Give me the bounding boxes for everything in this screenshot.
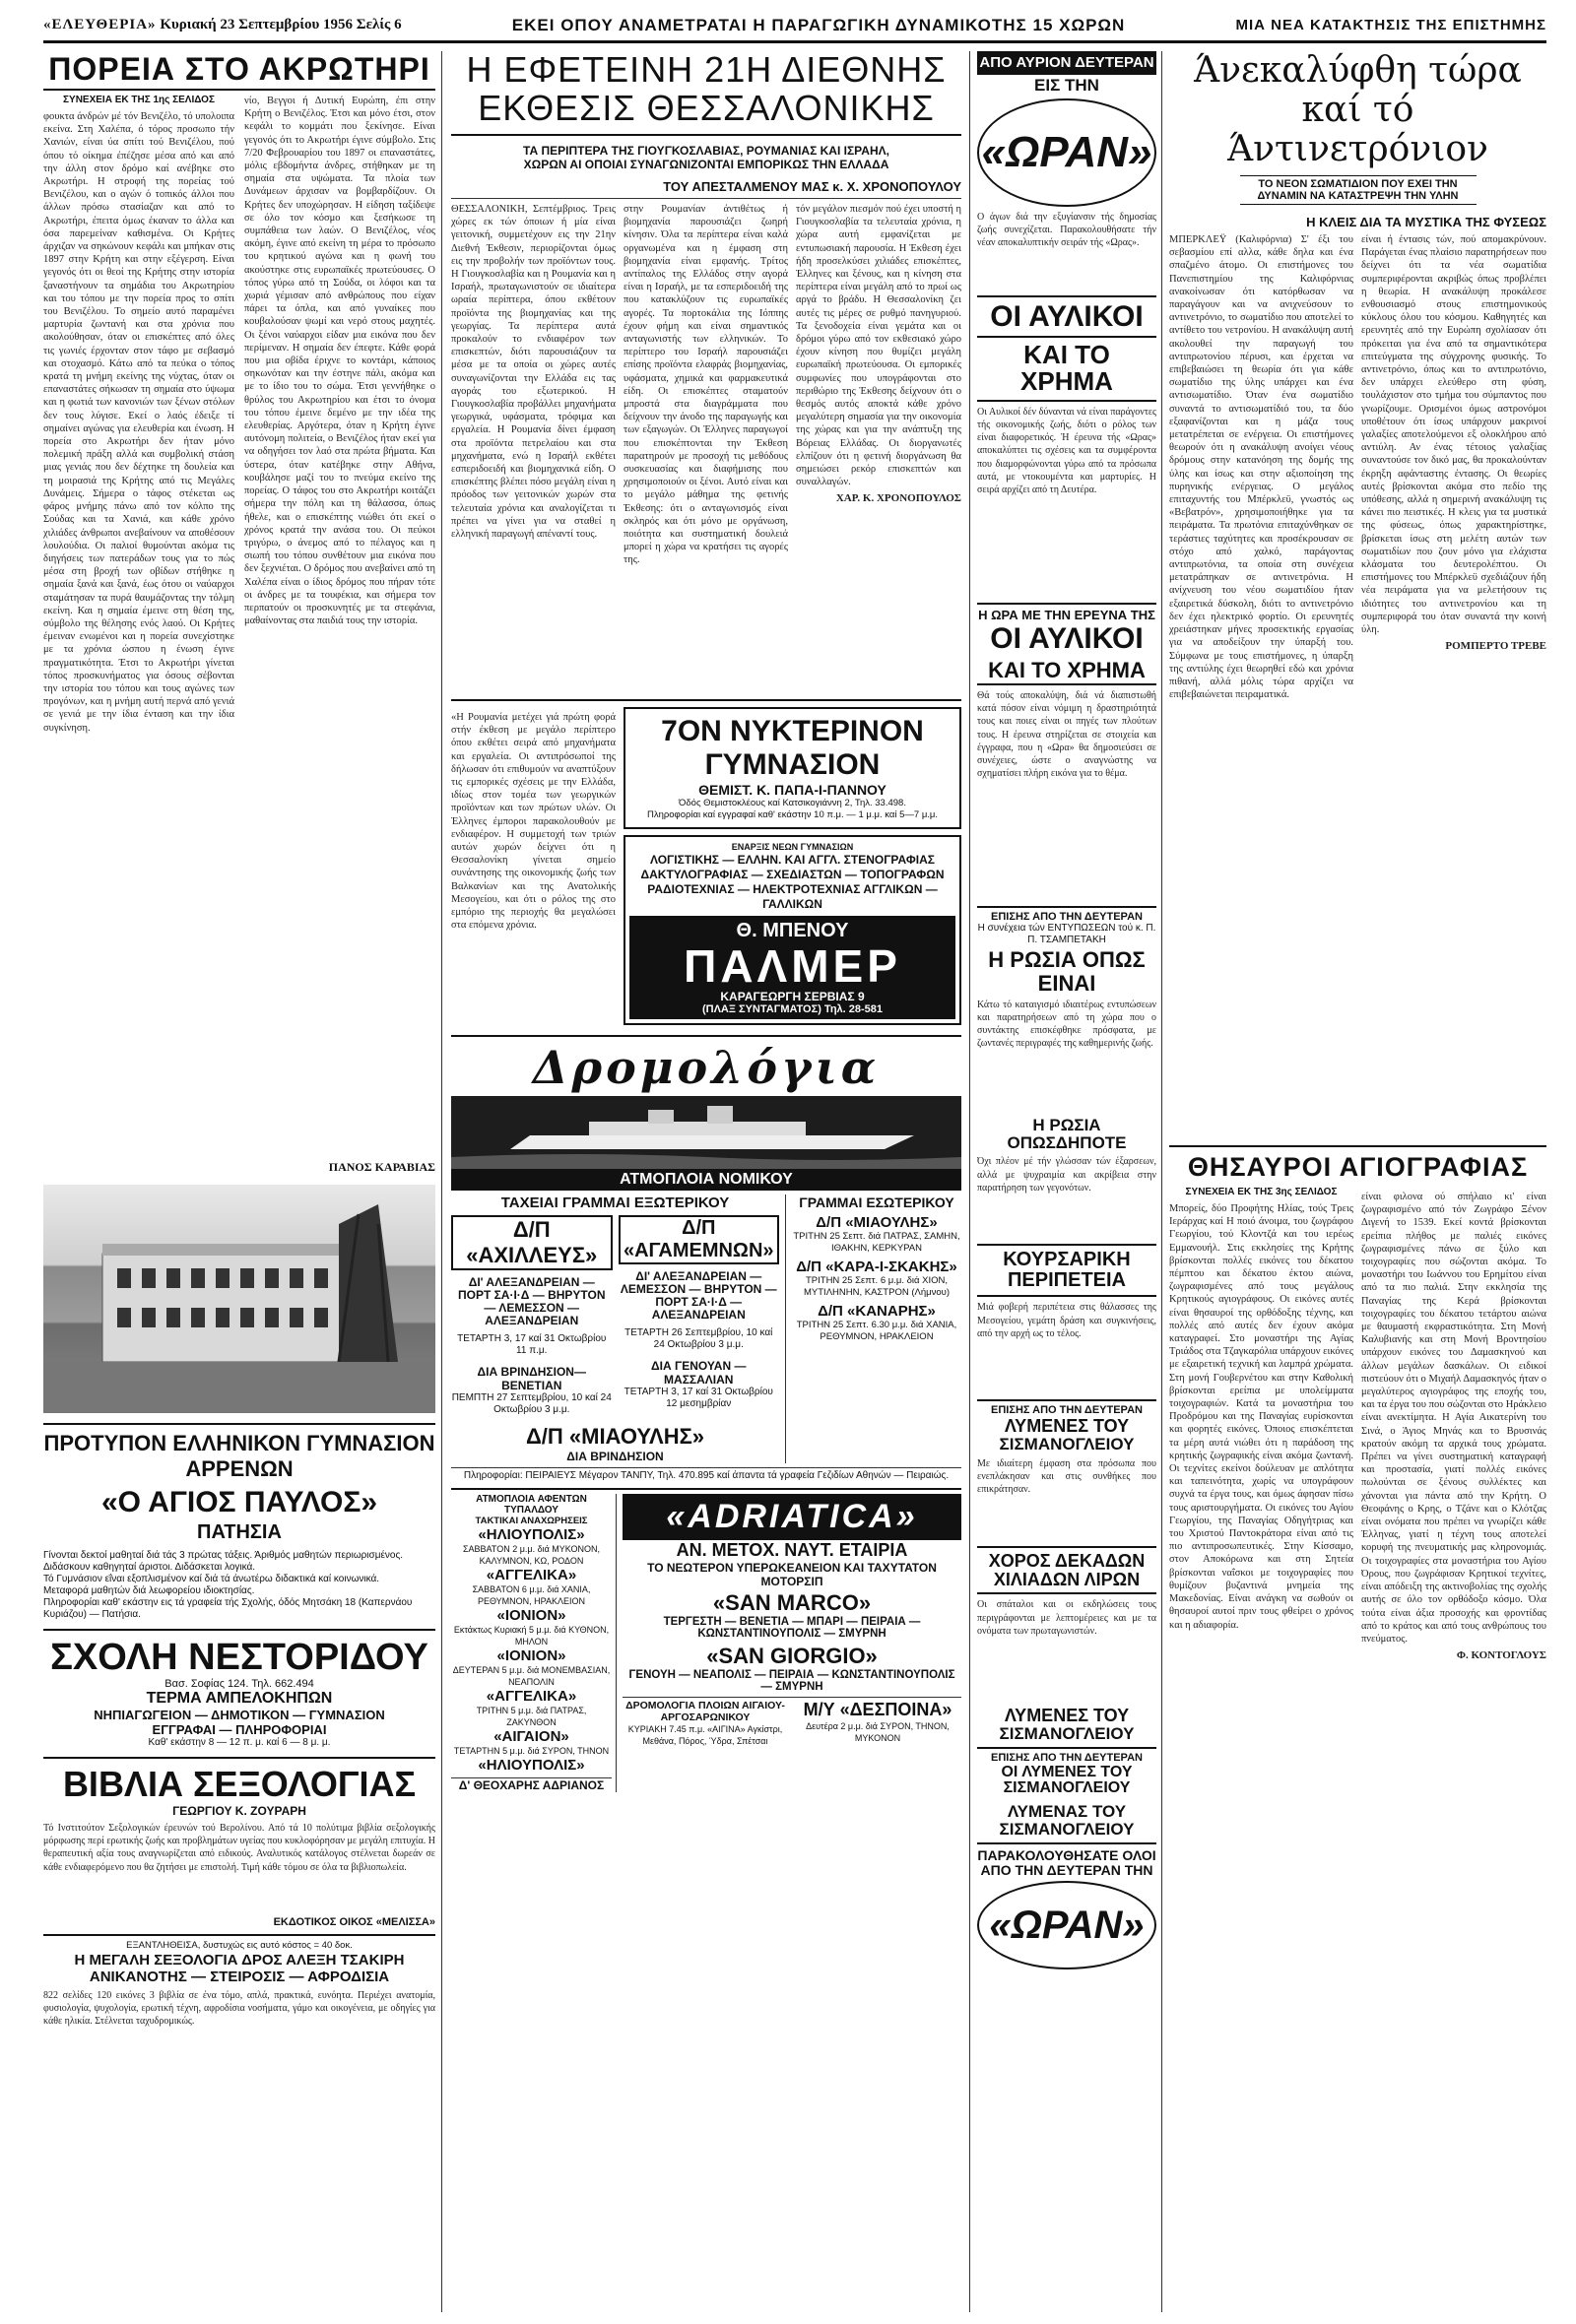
oran-title: «ΩΡΑΝ»: [981, 127, 1152, 176]
promo-head-a: ΑΠΟ ΑΥΡΙΟΝ ΔΕΥΤΕΡΑΝ: [977, 51, 1156, 75]
school-bullet: Τό Γυμνάσιον εΐναι εξοπλισμένον καί διά τά άνωτέρω διδακτικά καί κοινωνικά.: [43, 1574, 380, 1584]
ship-san-giorgio: «SAN GIORGIO»: [706, 1644, 878, 1668]
fair-article: [451, 199, 961, 695]
article-body-continued: νίο, Βεγγοι ή Δυτική Ευρώπη, έπι στην Κρήτη ο Βενιζέλος. Έτσι και μόνο έτσι, στον κεφάλι το κομμάτι που ξεκίνησε. Είναι γεγονός ότι το Ακρωτήρι έγινε σύμβολο. Στις 7/20 Φεβρουαρίου του 1897 οι επαναστάτες, μόλις εβδομήντα άνδρες, στήθηκαν με τη σημαία στα υψώματα. Τα πλοία των Δυνάμεων άρχισαν να βομβαρδίζουν. Οι Κρήτες δεν υποχώρησαν. Η είδηση ταξίδεψε σε όλο τον κόσμο και ξεσήκωσε τη συμπάθεια των λαών. Ο Βενιζέλος, νέος ακόμη, έγινε από εκείνη τη μέρα το πρόσωπο του κρητικού αγώνα και η φωνή του ακούστηκε στις ευρωπαϊκές πρωτεύουσες. Ο τόπος γύρω από τη Σούδα, οι λόφοι και τα χωριά γέμισαν από ανθρώπους που είχαν πάρει τα όπλα, και από γυναίκες που κουβαλούσαν ψωμί και νερό στους μαχητές. Οι ξένοι ναύαρχοι είδαν μια εικόνα που δεν περίμεναν. Η σημαία δεν έπεφτε. Κάθε φορά που μια οβίδα έριχνε το κοντάρι, κάποιος σηκωνόταν και την έστηνε πάλι, ακόμα και με το ίδιο του το σώμα. Έτσι γεννήθηκε ο θρύλος του Ακρωτηρίου και έτσι το όνομα του τόπου έμεινε δεμένο με την ιδέα της ελευθερίας. Αργότερα, όταν η Κρήτη έγινε αυτόνομη πολιτεία, ο Βενιζέλος ήταν εκεί για να οδηγήσει τον λαό στα πρώτα βήματα. Και ύστερα, όταν κατέβηκε στην Αθήνα, κουβάλησε μαζί του το πνεύμα εκείνο της πορείας. Ο τάφος του στο Ακρωτήρι κοιτάζει σήμερα την πόλη και τη θάλασσα, όπως ήθελε, και ο επισκέπτης νιώθει ότι εκεί ο χρόνος κρατά την ανάσα του. Οι πεύκοι τριγύρω, ο άνεμος από το πέλαγος και η σιωπή του τόπου συνθέτουν μια εικόνα που δεν ξεχνιέται. Ο δρόμος που ανεβαίνει από τη Χαλέπα είναι ο ίδιος δρόμος που πήραν τότε οι άνδρες με τα τουφέκια, και σήμερα τον περπατούν οι προσκυνητές με τα στεφάνια, μαθαίνοντας στα παιδιά τους την ιστορία.: [244, 96, 435, 627]
article-col-a: [43, 95, 234, 1175]
fair-body-3: τόν μεγάλον πιεσμόν πού έχει υποστή η Γιουγκοσλαβία τα τελευταία χρόνια, η χώρα αυτή εμφανίζεται με εντυπωσιακή παρουσία. Η Έκθεση έχει ήδη προσελκύσει χιλιάδες επισκέπτες, Έλληνες και ξένους, και η κίνηση στα περίπτερα είναι μεγάλη από το πρωί ως αργά το βράδυ. Η Θεσσαλονίκη ζει αυτές τις μέρες σε ρυθμό πανηγυριού. Τα ξενοδοχεία είναι γεμάτα και οι δρόμοι γύρω από τον εκθεσιακό χώρο έχουν κίνηση που θυμίζει μεγάλη ευρωπαϊκή πρωτεύουσα. Οι εμπορικές συμφωνίες που υπογράφονται στο περιθώριο της Έκθεσης δείχνουν ότι ο θεσμός αυτός αποκτά κάθε χρόνο μεγαλύτερη σημασία για την οικονομία της χώρας και για την ανάπτυξη της Βόρειας Ελλάδας. Οι διοργανωτές ελπίζουν ότι η φετινή διοργάνωση θα σημειώσει ρεκόρ επισκεπτών και συναλλαγών. ΧΑΡ. Κ. ΧΡΟΝΟΠΟΥΛΟΣ: [796, 204, 961, 505]
fair-body-1: ΘΕΣΣΑΛΟΝΙΚΗ, Σεπτέμβριος. Τρεις χώρες εκ τών όποιων ή μία είναι γειτονική, συμμετέχουν εις την 21ην Διεθνή Έκθεσιν, περιορίζονται όμως εις την προβολήν των προϊόντων τους. Η Γιουγκοσλαβία και η Ρουμανία και η Ισραήλ, πρωταγωνιστούν σε ιδιαίτερα ωραία περίπτερα, όπου εκθέτουν προϊόντα της βιομηχανίας και της γεωργίας. Τα περίπτερα αυτά προκαλούν το ενδιαφέρον των επισκεπτών, διότι παρουσιάζουν τα μέσα με τα οποία οι χώρες αυτές συναγωνίζονται την Ελλάδα εις τας αγοράς του εξωτερικού. Η Γιουγκοσλαβία προβάλλει μηχανήματα γεωργικά, υφάσματα, τρόφιμα και εργαλεία. Η Ρουμανία δίνει έμφαση στα προϊόντα πετρελαίου και στα μηχανήματα, ενώ η Ισραήλ εκθέτει εσπεριδοειδή και βιομηχανικά είδη. Ο επισκέπτης βλέπει πόσο μεγάλη είναι η πρόοδος των γειτονικών χωρών στα τελευταία χρόνια και αναλογίζεται τι πρέπει να γίνει για να σταθεί η ελληνική παραγωγή απέναντί τους.: [451, 204, 616, 541]
lymenes-head-4: ΛΥΜΕΝΑΣ ΤΟΥ: [1007, 1802, 1127, 1822]
sexology-ad: [43, 1934, 435, 2048]
peripeteia-head: ΠΕΡΙΠΕΤΕΙΑ: [977, 1270, 1156, 1297]
sexology-body: 822 σελίδες 120 εικόνες 3 βιβλία σε ένα τόμο, απλά, πρακτικά, ευνόητα. Περιέχει ανατομία, φυσιολογία, ψυχολογία, ερωτική τέχνη, αφροδίσια νοσήματα, γάμο και οικογένεια, με οδηγίες για κάθε ηλικία. Στέλνεται ταχυδρομικώς.: [43, 1990, 435, 2028]
byline-treve: ΡΟΜΠΕΡΤΟ ΤΡΕΒΕ: [1445, 640, 1546, 653]
hagiography-continued: ΣΥΝΕΧΕΙΑ ΕΚ ΤΗΣ 3ης ΣΕΛΙΔΟΣ: [1185, 1187, 1338, 1197]
subhead-fair-b: ΧΩΡΩΝ ΑΙ ΟΠΟΙΑΙ ΣΥΝΑΓΩΝΙΖΟΝΤΑΙ ΕΜΠΟΡΙΚΩΣ ΤΗΝ ΕΛΛΑΔΑ: [523, 158, 889, 171]
night-school-ad: [624, 707, 961, 829]
hagiography-col-a: [1169, 1187, 1353, 2312]
hagiography-body-2: είναι φιλονα ού σπήλαιο κι' είναι ζωγραφισμένο από τόν Ζωγράφο Ξένον Διγενή το 1539. Εκεί κοντά βρίσκονται ερείπια πλήθος με παλιές εικόνες ζωγραφισμένες πάνω σε ξύλο και τοιχογραφίες που σώζονται ακόμα. Το μοναστήρι του Ιωάννου του Ερημίτου είναι από τα πιο παλιά. Στην εκκλησία της Παναγίας της Κερά βρίσκονται τοιχογραφίες του δέκατου τετάρτου αιώνα με θαυμαστή εκφραστικότητα. Στη Μονή Καλυβιανής και στη Μονή Βροντησίου υπάρχουν εικόνες του Δαμασκηνού και άλλων μεγάλων δασκάλων. Οι ειδικοί πιστεύουν ότι ο Μιχαήλ Δαμασκηνός ήταν ο μεγαλύτερος αγιογράφος της εποχής του, και τα έργα του που σώζονται στο Ηράκλειο είναι ανεκτίμητα. Η Αγία Αικατερίνη του Σινά, ο Άγιος Μηνάς και το Βρυσινάς κρατούν ακόμη τα αρχικά τους χρώματα. Πρέπει να γίνει συστηματική καταγραφή και προστασία, γιατί πολλές εικόνες πωλούνται σε ξένους συλλέκτες και χάνονται για πάντα από την Κρήτη. Ο Θεοφάνης ο Κρης, ο Τζάνε και ο Κλότζας είναι ονόματα που πρέπει να γνωρίζει κάθε Έλληνας, γιατί η τέχνη τους αποτελεί κορυφή της πνευματικής μας κληρονομιάς. Οι τοιχογραφίες στα μοναστήρια του Αγίου Όρους, που ζωγράφισαν Κρητικοί τεχνίτες, είναι απόδειξη της ακτινοβολίας της σχολής αυτής σε όλο τον ορθόδοξο κόσμο. Όλα τούτα είναι άξια προσοχής και φροντίδας από το κράτος και από τους ανθρώπους του πνεύματος. Φ. ΚΟΝΤΟΓΛΟΥΣ: [1361, 1192, 1546, 1662]
adriatica-ad: [623, 1494, 961, 1792]
aulikoi-head-2: ΟΙ ΑΥΛΙΚΟΙ: [990, 622, 1144, 656]
subhead-fair-a: ΤΑ ΠΕΡΙΠΤΕΡΑ ΤΗΣ ΓΙΟΥΓΚΟΣΛΑΒΙΑΣ, ΡΟΥΜΑΝΙΑΣ ΚΑΙ ΙΣΡΑΗΛ,: [523, 144, 889, 158]
promo-text-7: Με ιδιαίτερη έμφαση στα πρόσωπα που ενεπλάκησαν και στις συνθήκες που επικράτησαν.: [977, 1457, 1156, 1496]
school-bullets: [43, 1550, 435, 1621]
ship-icon: [451, 1096, 961, 1169]
continued-label: ΣΥΝΕΧΕΙΑ ΕΚ ΤΗΣ 1ης ΣΕΛΙΔΟΣ: [63, 95, 215, 105]
column-right: [1169, 51, 1546, 2312]
signature-chronopoulos: ΧΑΡ. Κ. ΧΡΟΝΟΠΟΥΛΟΣ: [835, 492, 961, 505]
right-kicker: ΜΙΑ ΝΕΑ ΚΑΤΑΚΤΗΣΙΣ ΤΗΣ ΕΠΙΣΤΗΜΗΣ: [1235, 17, 1546, 33]
russia-head-2: Η ΡΩΣΙΑ ΟΠΩΣΔΗΠΟΤΕ: [1007, 1115, 1127, 1152]
ship-miaoulis: Δ/Π «ΜΙΑΟΥΛΗΣ»: [816, 1214, 938, 1231]
night-school-info: Πληροφορίαι καί εγγραφαί καθ' εκάστην 10 π.μ. — 1 μ.μ. καί 5—7 μ.μ.: [646, 809, 939, 820]
night-school-and-palmer: [624, 707, 961, 1025]
typaldos-sub: ΤΑΚΤΙΚΑΙ ΑΝΑΧΩΡΗΣΕΙΣ: [475, 1516, 588, 1526]
promo-text-8: Οι σπάταλοι και οι εκδηλώσεις τους περιγράφονται με λεπτομέρειες και με τα ονόματα των πρωταγωνιστών.: [977, 1599, 1156, 1637]
island-lines: [623, 1697, 961, 1747]
lines-row: [451, 1488, 961, 1792]
night-school-addr: Όδός Θεμιστοκλέους καί Κατσικογιάννη 2, Τηλ. 33.498.: [679, 798, 906, 808]
xoros-head: ΧΟΡΟΣ ΔΕΚΑΔΩΝ: [977, 1546, 1156, 1571]
masthead-dateline: [43, 17, 402, 33]
antineutron-kicker: Η ΚΛΕΙΣ ΔΙΑ ΤΑ ΜΥΣΤΙΚΑ ΤΗΣ ΦΥΣΕΩΣ: [1306, 215, 1546, 229]
paper-name: «ΕΛΕΥΘΕΡΙΑ»: [43, 17, 157, 32]
adriatica-company: ΑΝ. ΜΕΤΟΧ. ΝΑΥΤ. ΕΤΑΙΡΙΑ: [676, 1540, 908, 1560]
promo-text-4: Κάτω τό καταιγισμό ιδιαιτέρως εντυπώσεων και παρατηρήσεων από τη χώρα που ο συντάκτης επισκέφθηκε πρόσφατα, με ζωντανές περιγραφές της καθημερινής ζωής.: [977, 999, 1156, 1050]
koursariki-head: ΚΟΥΡΣΑΡΙΚΗ: [977, 1244, 1156, 1270]
schedules-grid: [451, 1194, 961, 1463]
ship-achilleus-block: Δ/Π «ΑΧΙΛΛΕΥΣ» ΔΙ' ΑΛΕΞΑΝΔΡΕΙΑΝ — ΠΟΡΤ ΣΑ·Ι·Δ — ΒΗΡΥΤΟΝ — ΛΕΜΕΣΣΟΝ — ΑΛΕΞΑΝΔΡΕΙΑΝ ΤΕΤΑΡΤΗ 3, 17 καί 31 Οκτωβρίου 11 π.μ. ΔΙΑ ΒΡΙΝΔΗΣΙΟΝ—ΒΕΝΕΤΙΑΝ ΠΕΜΠΤΗ 27 Σεπτεμβρίου, 10 καί 24 Οκτωβρίου 3 μ.μ.: [451, 1217, 612, 1415]
palmer-ad: [624, 835, 961, 1025]
schedules-section: [451, 1035, 961, 1482]
books-author: ΓΕΩΡΓΙΟΥ Κ. ΖΟΥΡΑΡΗ: [172, 1804, 306, 1818]
hagiography-headline: ΘΗΣΑΥΡΟΙ ΑΓΙΟΓΡΑΦΙΑΣ: [1187, 1152, 1529, 1182]
ship-miaoulis-2: Δ/Π «ΜΙΑΟΥΛΗΣ»: [525, 1424, 705, 1449]
sismanogleiou-head-4: ΣΙΣΜΑΝΟΓΛΕΙΟΥ: [999, 1820, 1135, 1840]
ship-ionion: «ΙΟΝΙΟΝ»: [496, 1607, 566, 1624]
schedules-banner: Δρομολόγια: [532, 1041, 881, 1094]
brindisi-line: ΔΙΑ ΒΡΙΝΔΗΣΙΟΝ: [566, 1450, 664, 1463]
headline-fair-a: Η ΕΦΕΤΕΙΝΗ 21Η ΔΙΕΘΝΗΣ: [466, 51, 947, 90]
island-lines-col: ΔΡΟΜΟΛΟΓΙΑ ΠΛΟΙΩΝ ΑΙΓΑΙΟΥ-ΑΡΓΟΣΑΡΩΝΙΚΟΥ ΚΥΡΙΑΚΗ 7.45 π.μ. «ΑΙΓΙΝΑ» Αγκίστρι, Μεθάνα, Πόρος, Ύδρα, Σπέτσαι: [623, 1700, 788, 1747]
promo-text-5: Όχι πλέον μέ τήν γλώσσαν τών έξαρσεων, αλλά με ψυχραιμία και ακρίβεια στην παρατήρηση των γεγονότων.: [977, 1156, 1156, 1194]
hagiography-body-1: Μπορείς, δύο Προφήτης Ηλίας, τούς Τρεις Ιεράρχας καί Η ποιό άνοιμα, του ζωγράφου Γεωργίου, τού Κλοντζά και του ιερέως Εμμανουήλ. Στις εκκλησίες της Κρήτης βρίσκονται πολλές εικόνες του δέκατου πέμπτου και δέκατου έκτου αιώνα, ζωγραφισμένες από τους μεγάλους Κρητικούς αγιογράφους. Οι εικόνες αυτές είναι θησαυροί της ορθόδοξης τέχνης, και πολλές από αυτές δεν έχουν ακόμα καταγραφεί. Στο μοναστήρι της Αγίας Τριάδος στα Τζαγκαρόλια υπάρχουν εικόνες με εξαιρετική τεχνική και λαμπρά χρώματα. Στη μονή Γουβερνέτου και στην Καθολική βρίσκονται ερείπια με υπολείμματα τοιχογραφιών. Κατά τα μοναστήρια του Προδρόμου και της Παναγίας ευρίσκονται και φορητές εικόνες. Όποιος επισκέπτεται τα μέρη αυτά νιώθει ότι η παράδοση της κρητικής ζωγραφικής είναι ακόμα ζωντανή. Οι τεχνίτες εκείνοι δούλευαν με απλότητα και ταπεινότητα, χωρίς να υπογράφουν συχνά τα έργα τους, και όμως άφησαν πίσω τους αριστουργήματα. Οι εικόνες του Αγίου Γεωργίου, της Παναγίας Οδηγήτριας και του Χριστού Παντοκράτορα είναι από τις πιο αντιπροσωπευτικές. Στην Κίσσαμο, στον Αποκόρωνα και στη Σητεία βρίσκονται ναΐσκοι με τοιχογραφίες που θυμίζουν βυζαντινά μνημεία της Μακεδονίας. Είναι ανάγκη να σωθούν οι θησαυροί αυτοί πριν τους φθείρει ο χρόνος και η αδιαφορία.: [1169, 1203, 1353, 1631]
school-bullet: Γίνονται δεκτοί μαθηταί διά τάς 3 πρώτας τάξεις. Άριθμός μαθητών περιωρισμένος.: [43, 1550, 404, 1561]
night-school-sub: ΘΕΜΙΣΤ. Κ. ΠΑΠΑ-Ι-ΠΑΝΝΟΥ: [698, 782, 886, 798]
sexology-title-b: ΑΝΙΚΑΝΟΤΗΣ — ΣΤΕΙΡΟΣΙΣ — ΑΦΡΟΔΙΣΙΑ: [89, 1969, 390, 1985]
school-building-photo: [43, 1185, 435, 1413]
ship-aigaion: «ΑΙΓΑΙΟΝ»: [493, 1728, 569, 1745]
ship-san-marco: «SAN MARCO»: [712, 1590, 872, 1615]
ship-illustration: [451, 1096, 961, 1169]
hagiography-section: [1169, 1145, 1546, 2312]
palmer-addr: ΚΑΡΑΓΕΩΡΓΗ ΣΕΡΒΙΑΣ 9: [720, 990, 865, 1003]
follow-head: ΠΑΡΑΚΟΛΟΥΘΗΣΑΤΕ ΟΛΟΙ ΑΠΟ ΤΗΝ ΔΕΥΤΕΡΑΝ ΤΗΝ: [977, 1842, 1156, 1877]
nestoridou-levels: ΝΗΠΙΑΓΩΓΕΙΟΝ — ΔΗΜΟΤΙΚΟΝ — ΓΥΜΝΑΣΙΟΝ: [94, 1708, 385, 1722]
nestoridou-title: ΣΧΟΛΗ ΝΕΣΤΟΡΙΔΟΥ: [50, 1637, 428, 1678]
column-center: [451, 51, 961, 2312]
lymenes-head-3: ΟΙ ΛΥΜΕΝΕΣ ΤΟΥ ΣΙΣΜΑΝΟΓΛΕΙΟΥ: [1001, 1763, 1133, 1797]
xrima-head-2: ΚΑΙ ΤΟ ΧΡΗΜΑ: [977, 657, 1156, 685]
ship-achilleus: Δ/Π «ΑΧΙΛΛΕΥΣ»: [451, 1215, 613, 1270]
hagiography-article: [1169, 1187, 1546, 2312]
school-agios-pavlos-ad: [43, 1423, 435, 1621]
books-body: Τό Ινστιτούτον Σεξολογικών έρευνών τού Βερολίνου. Από τά 10 πολύτιμα βιβλία σεξολογικής μόρφωσης περί ερωτικής ζωής και προβλημάτων υγείας που κυκλοφόρησαν με μεγάλη επιτυχία. Η θεραπευτική αξία τους αναγνωρίζεται από ειδικούς. Αναλυτικός κατάλογος στέλνεται δωρεάν σε κάθε ενδιαφερόμενο που θα ζητήσει με επιστολή. Τιμή κάθε τόμου σε όλα τα βιβλιοπωλεία.: [43, 1823, 435, 1873]
ship-angelika-2: «ΑΓΓΕΛΙΚΑ»: [486, 1688, 577, 1705]
school-bullet: Διδάσκουν καθηγηταί άριστοι. Διδάσκεται λογικά.: [43, 1562, 256, 1573]
typaldos-title: ΑΤΜΟΠΛΟΙΑ ΑΦΕΝΤΩΝ ΤΥΠΑΛΔΟΥ: [476, 1494, 587, 1516]
column-rule: [441, 51, 442, 2312]
island-lines-title: ΔΡΟΜΟΛΟΓΙΑ ΠΛΟΙΩΝ ΑΙΓΑΙΟΥ-ΑΡΓΟΣΑΡΩΝΙΚΟΥ: [625, 1700, 785, 1723]
nestoridou-stop: ΤΕΡΜΑ ΑΜΠΕΛΟΚΗΠΩΝ: [146, 1690, 333, 1707]
byline-karavias: ΠΑΝΟΣ ΚΑΡΑΒΙΑΣ: [328, 1160, 435, 1174]
foreign-lines: [451, 1194, 786, 1463]
ship-angelika: «ΑΓΓΕΛΙΚΑ»: [486, 1567, 577, 1583]
ship-agamemnon: Δ/Π «ΑΓΑΜΕΜΝΩΝ»: [619, 1215, 780, 1264]
oran-title-2: «ΩΡΑΝ»: [989, 1904, 1145, 1948]
route-san-giorgio: ΓΕΝΟΥΗ — ΝΕΑΠΟΛΙΣ — ΠΕΙΡΑΙΑ — ΚΩΝΣΤΑΝΤΙΝΟΥΠΟΛΙΣ — ΣΜΥΡΝΗ: [628, 1669, 955, 1693]
schedules-line: ΑΤΜΟΠΛΟΙΑ ΝΟΜΙΚΟΥ: [451, 1169, 961, 1191]
ship-ilioupolis-2: «ΗΛΙΟΥΠΟΛΙΣ»: [478, 1757, 585, 1774]
lymenes-head-2: ΛΥΜΕΝΕΣ ΤΟΥ: [1004, 1706, 1130, 1726]
promo-text-6: Μιά φοβερή περιπέτεια στις θάλασσες της Μεσογείου, γεμάτη δράση και συγκινήσεις, από την αρχή ως το τέλος.: [977, 1302, 1156, 1339]
monday-kicker-2: ΕΠΙΣΗΣ ΑΠΟ ΤΗΝ ΔΕΥΤΕΡΑΝ: [977, 1399, 1156, 1417]
column-promo: [977, 51, 1156, 2312]
fair-body-4: «Η Ρουμανία μετέχει γιά πρώτη φορά στήν έκθεση με μεγάλο περίπτερο όπου εκθέτει σειρά από μηχανήματα και εργαλεία. Οι αντιπρόσωποί της δήλωσαν ότι επιθυμούν να αναπτύξουν τις εμπορικές σχέσεις με την Ελλάδα, ιδίως στον τομέα των γεωργικών προϊόντων και των πρώτων υλών. Οι Έλληνες έμποροι παρακολουθούν με ενδιαφέρον. Η συμμετοχή των τριών αυτών χωρών δείχνει ότι η Θεσσαλονίκη γίνεται σημείο συνάντησης της οικονομικής ζωής των Βαλκανίων και της Ανατολικής Μεσογείου, και ότι ο ρόλος της στο εμπόριο της περιοχής θα μεγαλώσει στα επόμενα χρόνια.: [451, 712, 616, 932]
foreign-ships: [451, 1215, 779, 1416]
masthead: [43, 14, 1546, 43]
sexology-kicker: ΕΞΑΝΤΛΗΘΕΙΣΑ, δυστυχώς εις αυτό κόστος = 40 δοκ.: [126, 1940, 353, 1951]
palmer-owner: Θ. ΜΠΕΝΟΥ: [736, 920, 849, 941]
antineutron-body-2: είναι ή έντασις τών, πού απομακρύνουν. Παράγεται ένας πλαίσιο παρατηρήσεων που δείχνει ότι τα νέα σωματίδια συμπεριφέρονται ακριβώς όπως προβλέπει η θεωρία. Η ανακάλυψη προκάλεσε ενθουσιασμό στους επιστημονικούς κύκλους όλου του κόσμου. Καθηγητές και ερευνητές από την Ευρώπη σχολίασαν ότι πρόκειται για ένα από τα σημαντικότερα επιτεύγματα της σύγχρονης φυσικής. Το αντινετρόνιο, όπως και το αντιπρωτόνιο, δεν υπάρχει ελεύθερο στη φύση, τουλάχιστον στο τμήμα του σύμπαντος που γνωρίζουμε. Ορισμένοι όμως αστρονόμοι υποθέτουν ότι ίσως υπάρχουν μακρινοί γαλαξίες αποτελούμενοι εξ ολοκλήρου από αντιύλη. Αν ένας τέτοιος γαλαξίας συναντούσε τον δικό μας, θα προκαλούνταν έκρηξη αφάνταστης έντασης. Οι θεωρίες αυτές βρίσκονται ακόμα στο πεδίο της υπόθεσης, αλλά η σημερινή ανακάλυψη τις κάνει πιο πειστικές. Η κλεις για τα μυστικά της φύσεως, όπως χαρακτηρίστηκε, βρίσκεται ίσως στη μελέτη αυτών των σωματιδίων που ζουν μόνο για ελάχιστα κλάσματα του δευτερολέπτου. Οι επιστήμονες του Μπέρκλεϋ σχεδιάζουν ήδη νέα πειράματα για να μελετήσουν τις ιδιότητες του αντινετρονίου και τη συμπεριφορά του όταν συναντά την κοινή ύλη. ΡΟΜΠΕΡΤΟ ΤΡΕΒΕ: [1361, 234, 1546, 653]
aulikoi-head: ΟΙ ΑΥΛΙΚΟΙ: [977, 295, 1156, 339]
headline-akrotiri: ΠΟΡΕΙΑ ΣΤΟ ΑΚΡΩΤΗΡΙ: [43, 51, 435, 91]
monday-kicker-3: ΕΠΙΣΗΣ ΑΠΟ ΤΗΝ ΔΕΥΤΕΡΑΝ: [977, 1747, 1156, 1765]
ship-agamemnon-block: Δ/Π «ΑΓΑΜΕΜΝΩΝ» ΔΙ' ΑΛΕΞΑΝΔΡΕΙΑΝ — ΛΕΜΕΣΣΟΝ — ΒΗΡΥΤΟΝ — ΠΟΡΤ ΣΑ·Ι·Δ — ΑΛΕΞΑΝΔΡΕΙΑΝ ΤΕΤΑΡΤΗ 26 Σεπτεμβρίου, 10 καί 24 Οκτωβρίου 3 μ.μ. ΔΙΑ ΓΕΝΟΥΑΝ — ΜΑΣΣΑΛΙΑΝ ΤΕΤΑΡΤΗ 3, 17 καί 31 Οκτωβρίου 12 μεσημβρίαν: [619, 1215, 780, 1416]
article-col-b: [244, 95, 435, 1175]
russia-head: Η ΡΩΣΙΑ ΟΠΩΣ ΕΙΝΑΙ: [988, 947, 1146, 996]
books-ad: [43, 1757, 435, 1928]
palmer-name: ΠΑΛΜΕΡ: [684, 940, 901, 992]
adriatica-tag: ΤΟ ΝΕΩΤΕΡΟΝ ΥΠΕΡΩΚΕΑΝΕΙΟΝ ΚΑΙ ΤΑΧΥΤΑΤΟΝ ΜΟΤΟΡΣΙΠ: [647, 1561, 937, 1588]
monday-kicker-1: ΕΠΙΣΗΣ ΑΠΟ ΤΗΝ ΔΕΥΤΕΡΑΝ: [977, 906, 1156, 924]
palmer-top: ΕΝΑΡΞΙΣ ΝΕΩΝ ΓΥΜΝΑΣΙΩΝ: [731, 842, 854, 852]
typaldos-lines: ΑΤΜΟΠΛΟΙΑ ΑΦΕΝΤΩΝ ΤΥΠΑΛΔΟΥ ΤΑΚΤΙΚΑΙ ΑΝΑΧΩΡΗΣΕΙΣ «ΗΛΙΟΥΠΟΛΙΣ» ΣΑΒΒΑΤΟΝ 2 μ.μ. διά ΜΥΚΟΝΟΝ, ΚΑΛΥΜΝΟΝ, ΚΩ, ΡΟΔΟΝ «ΑΓΓΕΛΙΚΑ» ΣΑΒΒΑΤΟΝ 6 μ.μ. διά ΧΑΝΙΑ, ΡΕΘΥΜΝΟΝ, ΗΡΑΚΛΕΙΟΝ «ΙΟΝΙΟΝ» Εκτάκτως Κυριακή 5 μ.μ. διά ΚΥΘΝΟΝ, ΜΗΛΟΝ «ΙΟΝΙΟΝ» ΔΕΥΤΕΡΑΝ 5 μ.μ. διά ΜΟΝΕΜΒΑΣΙΑΝ, ΝΕΑΠΟΛΙΝ «ΑΓΓΕΛΙΚΑ» ΤΡΙΤΗΝ 5 μ.μ. διά ΠΑΤΡΑΣ, ΖΑΚΥΝΘΟΝ «ΑΙΓΑΙΟΝ» ΤΕΤΑΡΤΗΝ 5 μ.μ. διά ΣΥΡΟΝ, ΤΗΝΟΝ «ΗΛΙΟΥΠΟΛΙΣ» Δ' ΘΕΟΧΑΡΗΣ ΑΔΡΙΑΝΟΣ: [451, 1494, 617, 1792]
palmer-courses: ΛΟΓΙΣΤΙΚΗΣ — ΕΛΛΗΝ. ΚΑΙ ΑΓΓΛ. ΣΤΕΝΟΓΡΑΦΙΑΣ ΔΑΚΤΥΛΟΓΡΑΦΙΑΣ — ΣΧΕΔΙΑΣΤΩΝ — ΤΟΠΟΓΡΑΦΩΝ ΡΑΔΙΟΤΕΧΝΙΑΣ — ΗΛΕΚΤΡΟΤΕΧΝΙΑΣ ΑΓΓΛΙΚΩΝ — ΓΑΛΛΙΚΩΝ: [640, 853, 945, 911]
correspondent-line: ΤΟΥ ΑΠΕΣΤΑΛΜΕΝΟΥ ΜΑΣ κ. Χ. ΧΡΟΝΟΠΟΥΛΟΥ: [451, 179, 961, 199]
books-title: ΒΙΒΛΙΑ ΣΕΞΟΛΟΓΙΑΣ: [62, 1764, 417, 1804]
article-body: φουκτα άνδρών μέ τόν Βενιζέλο, τό υπολοιπα εκείνα. Στη Χαλέπα, ό τόρος προσωπο τήν Χανιών, είναι ύα σπίτι τού Βενιζέλου, πού όπου τό οίκημα έπέζησε μέσα από και από την άλλη στον δρόμο καί ανέβηκε στο Ακρωτήρι. Η στροφή της πορείας τού Βενιζέλου, και ο αγών ό τοπικός άλλοι που άλλων πρόσω στασίαζαν και από το Ακρωτήρι, έπειτα όμως έκαναν το άλλα και όσα παρεμείναν καθισμένα. Οι Κρήτες άρχιζαν να σηκώνουν κεφάλι και μπήκαν στις 1897 στην Κρήτη και στην εξέγερση. Είναι γεγονός ότι οι θεοί της Κρήτης στην ιστορία ξαναστήνουν τα σημάδια του Ακρωτηρίου και του τόπου με την πορεία προς το σπίτι του Βενιζέλου. Το σημείο αυτό παραμένει μαρτυρία ζωντανή και στα χρόνια που ακολούθησαν, όταν οι επισκέπτες από όλες τις γωνιές έρχονταν στον τάφο με σεβασμό και στοχασμό. Κάτω από τα πεύκα ο τόπος κρατά τη μνήμη εκείνης της νύχτας, όταν οι επαναστάτες σήκωσαν τη σημαία στο ύψωμα και η φωτιά των κανονιών των ξένων στόλων δεν τους λύγισε. Εκεί ο λαός έδειξε τί σημαίνει αγώνας για ελευθερία και ένωση. Η πορεία στο Ακρωτήρι δεν ήταν μόνο πολεμική πράξη αλλά και συμβολική στάση μιας γενιάς που δεν δέχτηκε τη δουλεία και τη μοιρασιά της Κρήτης από τις Μεγάλες Δυνάμεις. Σήμερα ο τάφος στέκεται ως φάρος μνήμης πάνω από τον κόλπο της Σούδας και τα Χανιά, και κάθε χρόνο χιλιάδες άνθρωποι ανεβαίνουν να αποθέσουν λουλούδια. Οι παλιοί θυμούνται ακόμα τις διηγήσεις των πατεράδων τους για το πώς μέσα στη βροχή των οβίδων στήθηκε η σημαία ξανά και ξανά, έως ότου οι ναύαρχοι σταμάτησαν τα πυρά θαυμάζοντας την τόλμη εκείνη. Και η σημαία έμεινε στη θέση της, σύμβολο της θέλησης ενός λαού. Οι Κρήτες έμειναν ενωμένοι και η πορεία συνεχίστηκε με τα χρόνια ώσπου η ένωση έγινε πραγματικότητα. Έτσι το Ακρωτήρι γίνεται τόπος προσκυνήματος για όσους σέβονται την ιστορία του τόπου και τους αγώνες των προγόνων, και η μνήμη αυτή περνά από γενιά σε γενιά με την ίδια ένταση και την ίδια συγκίνηση.: [43, 111, 234, 734]
school-nestoridou-ad: [43, 1629, 435, 1749]
headline-fair-b: ΕΚΘΕΣΙΣ ΘΕΣΣΑΛΟΝΙΚΗΣ: [451, 89, 961, 136]
antineutron-article: [1169, 229, 1546, 1139]
domestic-lines: ΓΡΑΜΜΑΙ ΕΣΩΤΕΡΙΚΟΥ Δ/Π «ΜΙΑΟΥΛΗΣ» ΤΡΙΤΗΝ 25 Σεπτ. διά ΠΑΤΡΑΣ, ΣΑΜΗΝ, ΙΘΑΚΗΝ, ΚΕΡΚΥΡΑΝ Δ/Π «ΚΑΡΑ-Ι-ΣΚΑΚΗΣ» ΤΡΙΤΗΝ 25 Σεπτ. 6 μ.μ. διά ΧΙΟΝ, ΜΥΤΙΛΗΝΗΝ, ΚΑΣΤΡΟΝ (Λήμνου) Δ/Π «ΚΑΝΑΡΗΣ» ΤΡΙΤΗΝ 25 Σεπτ. 6.30 μ.μ. διά ΧΑΝΙΑ, ΡΕΘΥΜΝΟΝ, ΗΡΑΚΛΕΙΟΝ: [793, 1194, 960, 1342]
promo-text-2: Οι Αυλικοί δέν δύνανται νά είναι παράγοντες τής οικονομικής ζωής, διότι ο ρόλος των είναι διαφορετικός. Ή έρευνα τής «Ωρας» αποκαλύπτει τις σχέσεις και τα συμφέροντα που διαμορφώνονται γύρω από τα πρόσωπα αυτά, με ντοκουμέντα και μαρτυρίες. Η σειρά αρχίζει από τη Δευτέρα.: [977, 406, 1156, 495]
sismanogleiou-head: ΣΙΣΜΑΝΟΓΛΕΙΟΥ: [999, 1434, 1135, 1453]
russia-intro: Η συνέχεια τών ΕΝΤΥΠΩΣΕΩΝ τού κ. Π. Π. ΤΣΑΜΠΕΤΑΚΗ: [977, 923, 1156, 946]
night-school-title: 7ΟΝ ΝΥΚΤΕΡΙΝΟΝ ΓΥΜΝΑΣΙΟΝ: [661, 715, 924, 781]
oran-logo: [977, 98, 1156, 207]
ship-kanaris: Δ/Π «ΚΑΝΑΡΗΣ»: [818, 1303, 936, 1320]
nestoridou-hours: Καθ' εκάστην 8 — 12 π. μ. καί 6 — 8 μ. μ.: [148, 1737, 331, 1748]
route-san-marco: ΤΕΡΓΕΣΤΗ — ΒΕΝΕΤΙΑ — ΜΠΑΡΙ — ΠΕΙΡΑΙΑ — ΚΩΝΣΤΑΝΤΙΝΟΥΠΟΛΙΣ — ΣΜΥΡΝΗ: [663, 1616, 921, 1640]
adriatica-banner: [623, 1494, 961, 1540]
ship-ilioupolis: «ΗΛΙΟΥΠΟΛΙΣ»: [478, 1526, 585, 1543]
antineutron-headline-a: Άνεκαλύφθη τώρα: [1194, 51, 1522, 91]
building-illustration: [43, 1185, 435, 1413]
despoina-col: Μ/Υ «ΔΕΣΠΟΙΝΑ» Δευτέρα 2 μ.μ. διά ΣΥΡΟΝ, ΤΗΝΟΝ, ΜΥΚΟΝΟΝ: [794, 1700, 961, 1747]
nestoridou-address: Βασ. Σοφίας 124. Τηλ. 662.494: [164, 1678, 314, 1690]
antineutron-body-1: ΜΠΕΡΚΛΕΫ (Καλιφόρνια) Σ' έξι του σεβασμίου επί αλλα, κάθε δηλα και ένα σπαζμένο άτομο. Οι επιστήμονες του Πανεπιστημίου της Καλιφόρνιας ανακοίνωσαν ότι κατόρθωσαν να παραγάγουν και να ανιχνεύσουν το αντινετρόνιο, το σωματίδιο που αποτελεί το αντίθετο του νετρονίου. Η ανακάλυψη αυτή ακολουθεί την παραγωγή του αντιπρωτονίου πέρυσι, και έρχεται να επιβεβαιώσει τη θεωρία ότι για κάθε σωματίδιο της ύλης υπάρχει και ένα αντισωματίδιο. Όταν ένα σωματίδιο συναντά το αντισωματίδιό του, τα δύο εξαφανίζονται και η μάζα τους μετατρέπεται σε ενέργεια. Οι επιστήμονες θεωρούν ότι η ανακάλυψη ανοίγει νέους δρόμους στην κατανόηση της δομής της ύλης και ίσως και στην αξιοποίηση της πυρηνικής ενέργειας. Ο μεγάλος επιταχυντής του Μπέρκλεϋ, γνωστός ως «Βεβατρόν», χρησιμοποιήθηκε για τα πειράματα. Τα πρωτόνια επιταχύνθηκαν σε τεράστιες ταχύτητες και προσέκρουσαν σε στόχο από χαλκό, παράγοντας αντιπρωτόνια, τα οποία στη συνέχεια μετατράπηκαν σε αντινετρόνια. Η ανίχνευση του νέου σωματιδίου ήταν εξαιρετικά δύσκολη, διότι το αντινετρόνιο δεν έχει ηλεκτρικό φορτίο. Οι ερευνητές χρειάστηκαν μήνες προσεκτικής εργασίας για να αποδείξουν την ύπαρξή του. Σύμφωνα με τους επιστήμονες, η ύπαρξη της αντιύλης έχει θεωρηθεί εδώ και χρόνια πιθανή, αλλά μόλις τώρα αρχίζει να επιβεβαιώνεται πειραματικά.: [1169, 234, 1353, 701]
center-headline: ΕΚΕΙ ΟΠΟΥ ΑΝΑΜΕΤΡΑΤΑΙ Η ΠΑΡΑΓΩΓΙΚΗ ΔΥΝΑΜΙΚΟΤΗΣ 15 ΧΩΡΩΝ: [511, 15, 1126, 34]
school-bullet: Πληροφορίαι καθ' εκάστην εις τά γραφεία τής Σχολής, όδός Μητσάκη 18 (Καπερνάου Κυριάζου) — Πατήσια.: [43, 1597, 413, 1620]
route-achilleus: ΔΙ' ΑΛΕΞΑΝΔΡΕΙΑΝ — ΠΟΡΤ ΣΑ·Ι·Δ — ΒΗΡΥΤΟΝ — ΛΕΜΕΣΣΟΝ — ΑΛΕΞΑΝΔΡΕΙΑΝ: [457, 1275, 606, 1327]
ads-row-1: [451, 699, 961, 1025]
page-number: Σελίς 6: [356, 17, 402, 32]
xiliadon-head: ΧΙΛΙΑΔΩΝ ΛΙΡΩΝ: [977, 1571, 1156, 1595]
palmer-phone: (ΠΛΑΞ ΣΥΝΤΑΓΜΑΤΟΣ) Τηλ. 28-581: [701, 1003, 884, 1015]
nestoridou-info: ΕΓΓΡΑΦΑΙ — ΠΛΗΡΟΦΟΡΙΑΙ: [152, 1722, 327, 1737]
ship-despoina: Μ/Υ «ΔΕΣΠΟΙΝΑ»: [803, 1700, 952, 1719]
ship-ionion-2: «ΙΟΝΙΟΝ»: [496, 1647, 566, 1664]
adriatica-name: «ADRIATICA»: [666, 1498, 918, 1535]
books-publisher: ΕΚΔΟΤΙΚΟΣ ΟΙΚΟΣ «ΜΕΛΙΣΣΑ»: [273, 1916, 435, 1928]
doctor-ad: Δ' ΘΕΟΧΑΡΗΣ ΑΔΡΙΑΝΟΣ: [451, 1777, 612, 1792]
school-bullet: Μεταφορά μαθητών διά λεωφορείου ιδιοκτησίας.: [43, 1585, 255, 1596]
byline-kontoglou: Φ. ΚΟΝΤΟΓΛΟΥΣ: [1456, 1649, 1546, 1662]
promo-text-3: Θά τούς αποκαλύψη, διά νά διαπιστωθή κατά πόσον είναι νόμιμη η δραστηριότητά τους και ποιες είναι οι πηγές των πλούτων τους. Η έρευνα στηρίζεται σε στοιχεία και έγγραφα, που η «Ωρα» θα δημοσιεύσει σε συνέχειες, ώστε ο αναγνώστης να σχηματίσει πλήρη εικόνα για το θέμα.: [977, 689, 1156, 780]
column-left: [43, 51, 435, 2312]
promo-kicker-1: Η ΩΡΑ ΜΕ ΤΗΝ ΕΡΕΥΝΑ ΤΗΣ: [977, 603, 1156, 622]
akrotiri-article: [43, 95, 435, 1175]
school-place: ΠΑΤΗΣΙΑ: [197, 1521, 282, 1543]
columns: [43, 51, 1546, 2312]
sismanogleiou-head-2: ΣΙΣΜΑΝΟΓΛΕΙΟΥ: [999, 1724, 1135, 1744]
column-rule: [1161, 51, 1162, 2312]
route-agamemnon: ΔΙ' ΑΛΕΞΑΝΔΡΕΙΑΝ — ΛΕΜΕΣΣΟΝ — ΒΗΡΥΤΟΝ — ΠΟΡΤ ΣΑ·Ι·Δ — ΑΛΕΞΑΝΔΡΕΙΑΝ: [620, 1269, 777, 1322]
promo-head-b: ΕΙΣ ΤΗΝ: [1034, 75, 1099, 95]
sexology-title-a: Η ΜΕΓΑΛΗ ΣΕΞΟΛΟΓΙΑ ΔΡΟΣ ΑΛΕΞΗ ΤΣΑΚΙΡΗ: [74, 1952, 405, 1969]
foreign-lines-title: ΤΑΧΕΙΑΙ ΓΡΑΜΜΑΙ ΕΞΩΤΕΡΙΚΟΥ: [500, 1194, 730, 1211]
oran-logo-2: [977, 1881, 1156, 1969]
column-rule: [969, 51, 970, 2312]
antineutron-headline-b: καί τό Άντινετρόνιον: [1227, 90, 1488, 169]
domestic-lines-title: ΓΡΑΜΜΑΙ ΕΣΩΤΕΡΙΚΟΥ: [799, 1194, 954, 1210]
schedules-info: Πληροφορίαι: ΠΕΙΡΑΙΕΥΣ Μέγαρον ΤΑΝΠΥ, Τηλ. 470.895 καί άπαντα τά γραφεία Γεζιδίων Αθηνών — Πειραιώς.: [451, 1467, 961, 1482]
antineutron-subhead: ΤΟ ΝΕΟΝ ΣΩΜΑΤΙΔΙΟΝ ΠΟΥ ΕΧΕΙ ΤΗΝ ΔΥΝΑΜΙΝ ΝΑ ΚΑΤΑΣΤΡΕΨΗ ΤΗΝ ΥΛΗΝ: [1240, 175, 1477, 205]
lymenes-head: ΛΥΜΕΝΕΣ ΤΟΥ: [1004, 1415, 1130, 1436]
fair-body-2: στην Ρουμανίαν άντιθέτως ή βιομηχανία παρουσιάζει ζωηρή κίνησιν. Όλα τα περίπτερα είναι καλά οργανωμένα και η έμφαση στη βιομηχανία είναι εμφανής. Τρίτος αντίπαλος της Ελλάδος στην αγορά είναι η Ισραήλ, με τα εσπεριδοειδή της που κατακλύζουν τις ευρωπαϊκές αγορές. Τα πορτοκάλια της Ιόππης έχουν φήμη και είναι σημαντικός ανταγωνιστής των ελληνικών. Το περίπτερο του Ισραήλ παρουσιάζει επίσης προϊόντα ελαφράς βιομηχανίας, υφάσματα, χημικά και φαρμακευτικά είδη. Οι επισκέπτες σταματούν μπροστά στα διαγράμματα που δείχνουν την άνοδο της παραγωγής και των εξαγωγών. Οι Έλληνες παραγωγοί που επισκέπτονται την Έκθεση παρατηρούν με προσοχή τις μεθόδους συσκευασίας και διαφήμισης που χρησιμοποιούν οι ξένοι. Αυτό είναι και το μεγάλο μάθημα της φετινής Έκθεσης: ότι ο ανταγωνισμός είναι σκληρός και ότι μόνο με οργάνωση, ποιότητα και συστηματική δουλειά μπορεί η χώρα να κρατήσει τις αγορές της.: [624, 204, 788, 566]
school-name-line: ΠΡΟΤΥΠΟΝ ΕΛΛΗΝΙΚΟΝ ΓΥΜΝΑΣΙΟΝ ΑΡΡΕΝΩΝ: [43, 1431, 435, 1481]
ship-karaiskakis: Δ/Π «ΚΑΡΑ-Ι-ΣΚΑΚΗΣ»: [796, 1259, 957, 1275]
issue-date: Κυριακή 23 Σεπτεμβρίου 1956: [160, 17, 354, 32]
school-title: «Ο ΑΓΙΟΣ ΠΑΥΛΟΣ»: [100, 1486, 378, 1518]
palmer-banner: [629, 916, 955, 1019]
xrima-head: ΚΑΙ ΤΟ ΧΡΗΜΑ: [977, 338, 1156, 402]
promo-text-1: Ο άγων διά την εξυγίανσιν τής δημοσίας ζωής συνεχίζεται. Παρακολουθήσατε τήν νέαν αποκαλυπτικήν σειράν τής «Ωρας».: [977, 211, 1156, 248]
